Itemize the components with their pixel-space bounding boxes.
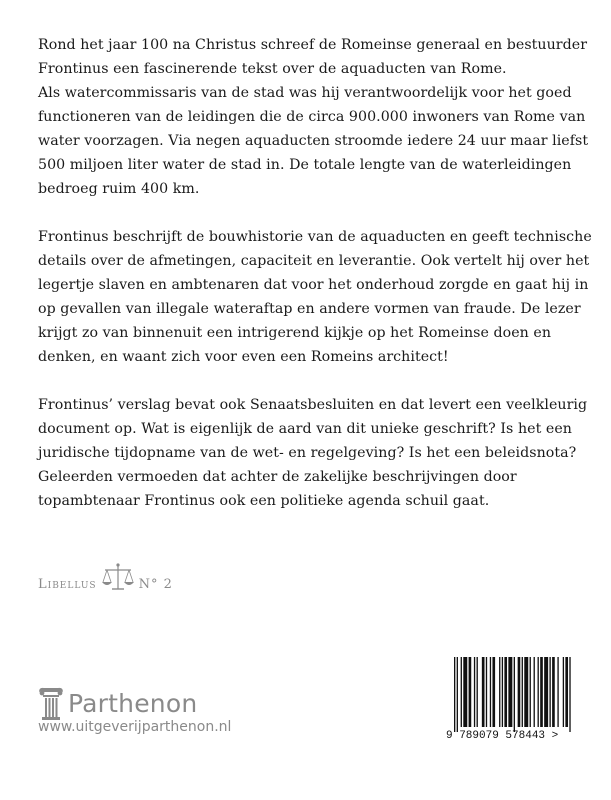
text-line: topambtenaar Frontinus ook een politieke agenda schuil gaat. xyxy=(38,493,490,509)
text-line: details over de afmetingen, capaciteit en leverantie. Ook vertelt hij over het xyxy=(38,253,590,269)
isbn-digits: 9 789079 578443 > xyxy=(446,730,559,742)
publisher-name: Parthenon xyxy=(68,688,198,718)
text-line: water voorzagen. Via negen aquaducten stroomde iedere 24 uur maar liefst xyxy=(38,133,589,149)
text-line: juridische tijdopname van de wet- en regelgeving? Is het een beleidsnota? xyxy=(38,445,577,461)
text-line: Rond het jaar 100 na Christus schreef de Romeinse generaal en bestuurder xyxy=(38,37,588,53)
barcode-bars xyxy=(454,657,572,732)
text-line: op gevallen van illegale wateraftap en andere vormen van fraude. De lezer xyxy=(38,301,581,317)
text-line: 500 miljoen liter water de stad in. De totale lengte van de waterleidingen xyxy=(38,157,572,173)
isbn-barcode xyxy=(446,657,577,743)
paragraph-1 xyxy=(38,33,589,201)
text-line: Frontinus’ verslag bevat ook Senaatsbesluiten en dat levert een veelkleurig xyxy=(38,397,588,413)
text-line: krijgt zo van binnenuit een intrigerend kijkje op het Romeinse doen en xyxy=(38,325,552,341)
series-name: Libellus xyxy=(38,577,97,592)
text-line: Als watercommissaris van de stad was hij verantwoordelijk voor het goed xyxy=(38,85,572,101)
text-line: Frontinus een fascinerende tekst over de aquaducten van Rome. xyxy=(38,61,507,77)
text-line: functioneren van de leidingen die de circa 900.000 inwoners van Rome van xyxy=(38,109,586,125)
text-line: Frontinus beschrijft de bouwhistorie van de aquaducten en geeft technische xyxy=(38,229,592,245)
paragraph-3 xyxy=(38,393,588,513)
paragraph-2 xyxy=(38,225,592,369)
text-line: document op. Wat is eigenlijk de aard van dit unieke geschrift? Is het een xyxy=(38,421,572,437)
publisher-website[interactable]: www.uitgeverijparthenon.nl xyxy=(38,719,232,735)
text-line: Geleerden vermoeden dat achter de zakelijke beschrijvingen door xyxy=(38,469,517,485)
column-icon xyxy=(38,686,64,720)
series-number: N° 2 xyxy=(138,577,173,592)
text-line: legertje slaven en ambtenaren dat voor het onderhoud zorgde en gaat hij in xyxy=(38,277,589,293)
series-logo xyxy=(38,562,173,592)
text-line: bedroeg ruim 400 km. xyxy=(38,181,200,197)
text-line: denken, en waant zich voor even een Romeins architect! xyxy=(38,349,449,365)
publisher-logo xyxy=(38,686,197,720)
balance-scale-icon xyxy=(99,562,137,592)
